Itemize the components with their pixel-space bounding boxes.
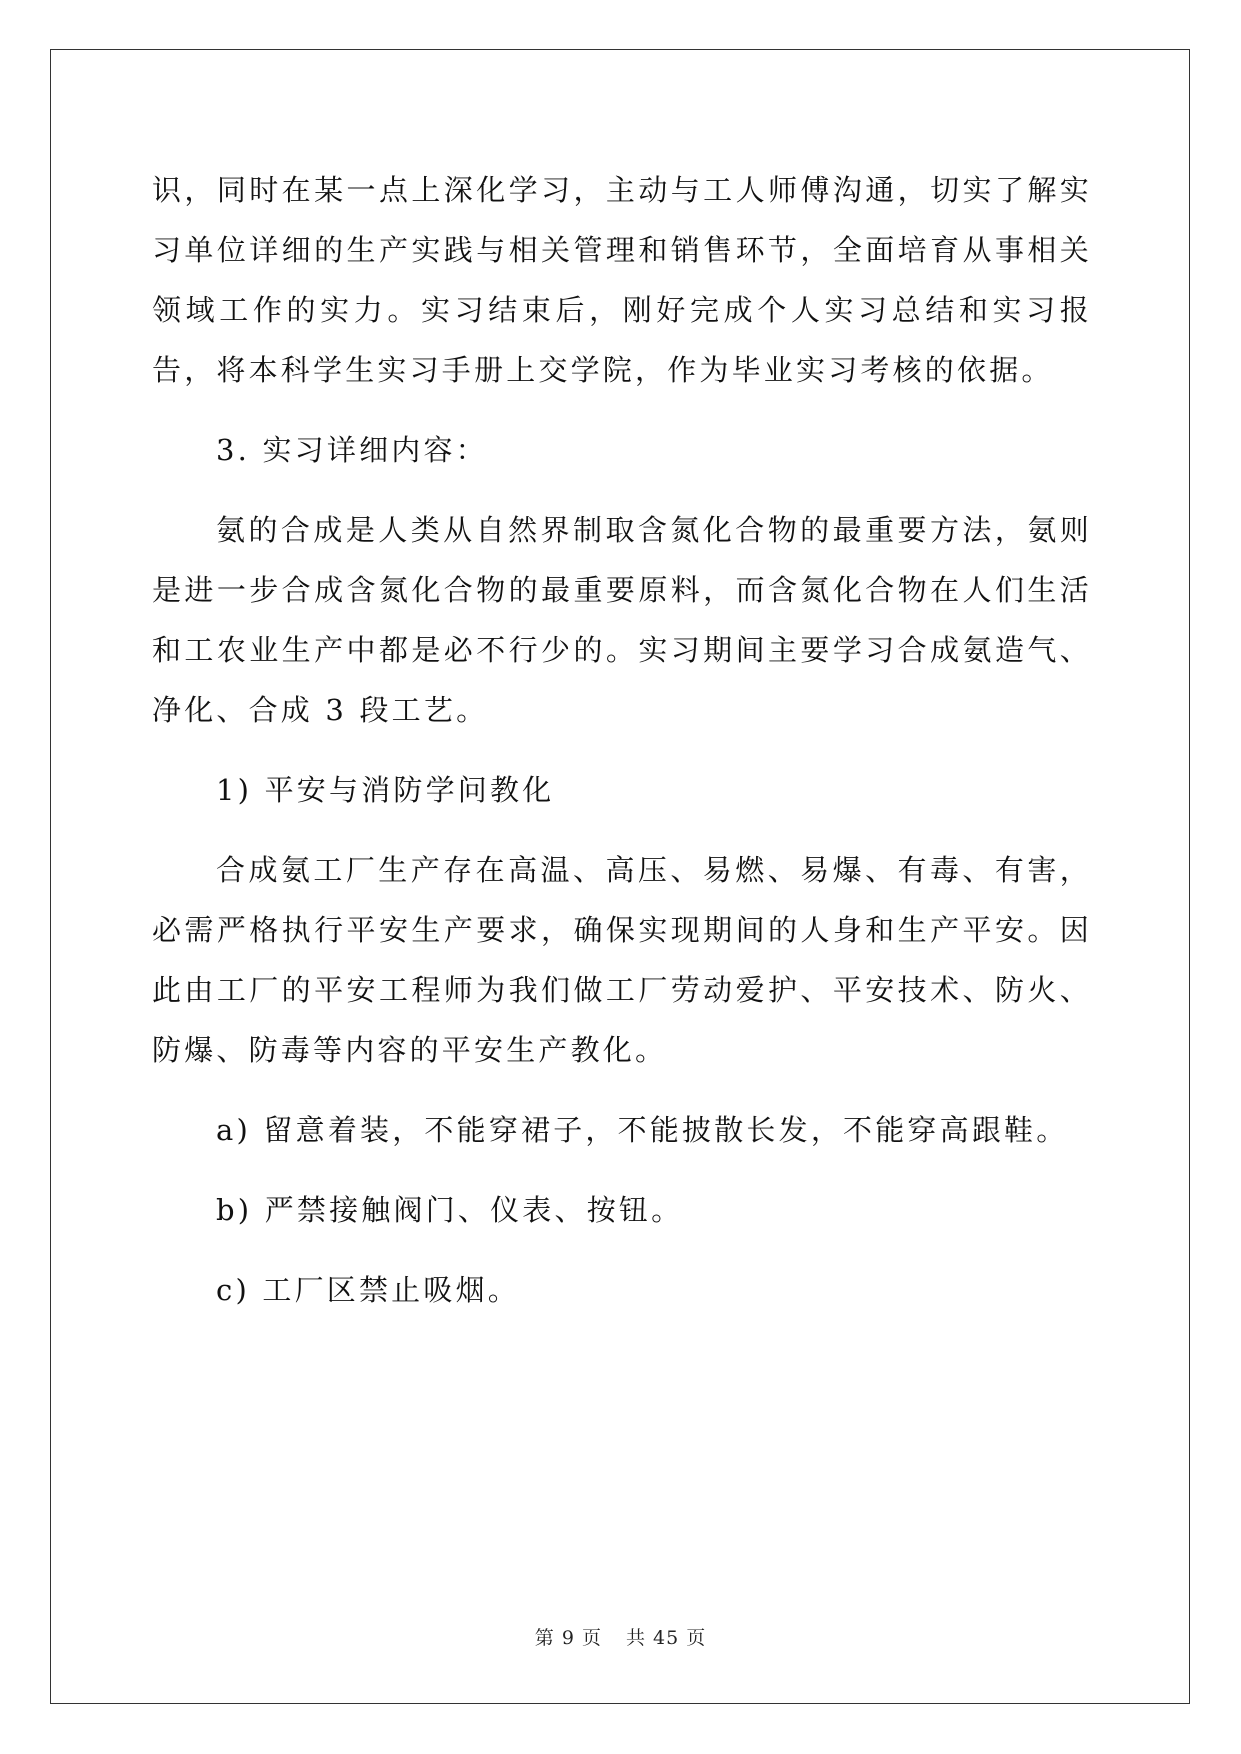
paragraph: 合成氨工厂生产存在高温、高压、易燃、易爆、有毒、有害，必需严格执行平安生产要求，确保实现期间的人身和生产平安。因此由工厂的平安工程师为我们做工厂劳动爱护、平安技术、防火、防爆、防毒等内容的平安生产教化。 [152, 853, 1092, 1067]
paragraph: 识，同时在某一点上深化学习，主动与工人师傅沟通，切实了解实习单位详细的生产实践与相关管理和销售环节，全面培育从事相关领域工作的实力。实习结束后，刚好完成个人实习总结和实习报告，将本科学生实习手册上交学院，作为毕业实习考核的依据。 [152, 173, 1092, 387]
document-body [152, 160, 1092, 1340]
subsection-heading: 1) 平安与消防学问教化 [216, 773, 555, 807]
list-item: a) 留意着装，不能穿裙子，不能披散长发，不能穿高跟鞋。 [216, 1113, 1069, 1147]
paragraph: 氨的合成是人类从自然界制取含氮化合物的最重要方法，氨则是进一步合成含氮化合物的最重要原料，而含氮化合物在人们生活和工农业生产中都是必不行少的。实习期间主要学习合成氨造气、净化、合成 3 段工艺。 [152, 513, 1092, 727]
page-footer [0, 1623, 1241, 1650]
total-page-count: 共 45 页 [625, 1627, 707, 1649]
current-page-number: 第 9 页 [534, 1627, 602, 1649]
list-item: c) 工厂区禁止吸烟。 [216, 1273, 520, 1307]
list-item: b) 严禁接触阀门、仪表、按钮。 [216, 1193, 684, 1227]
section-heading: 3. 实习详细内容： [216, 433, 488, 467]
